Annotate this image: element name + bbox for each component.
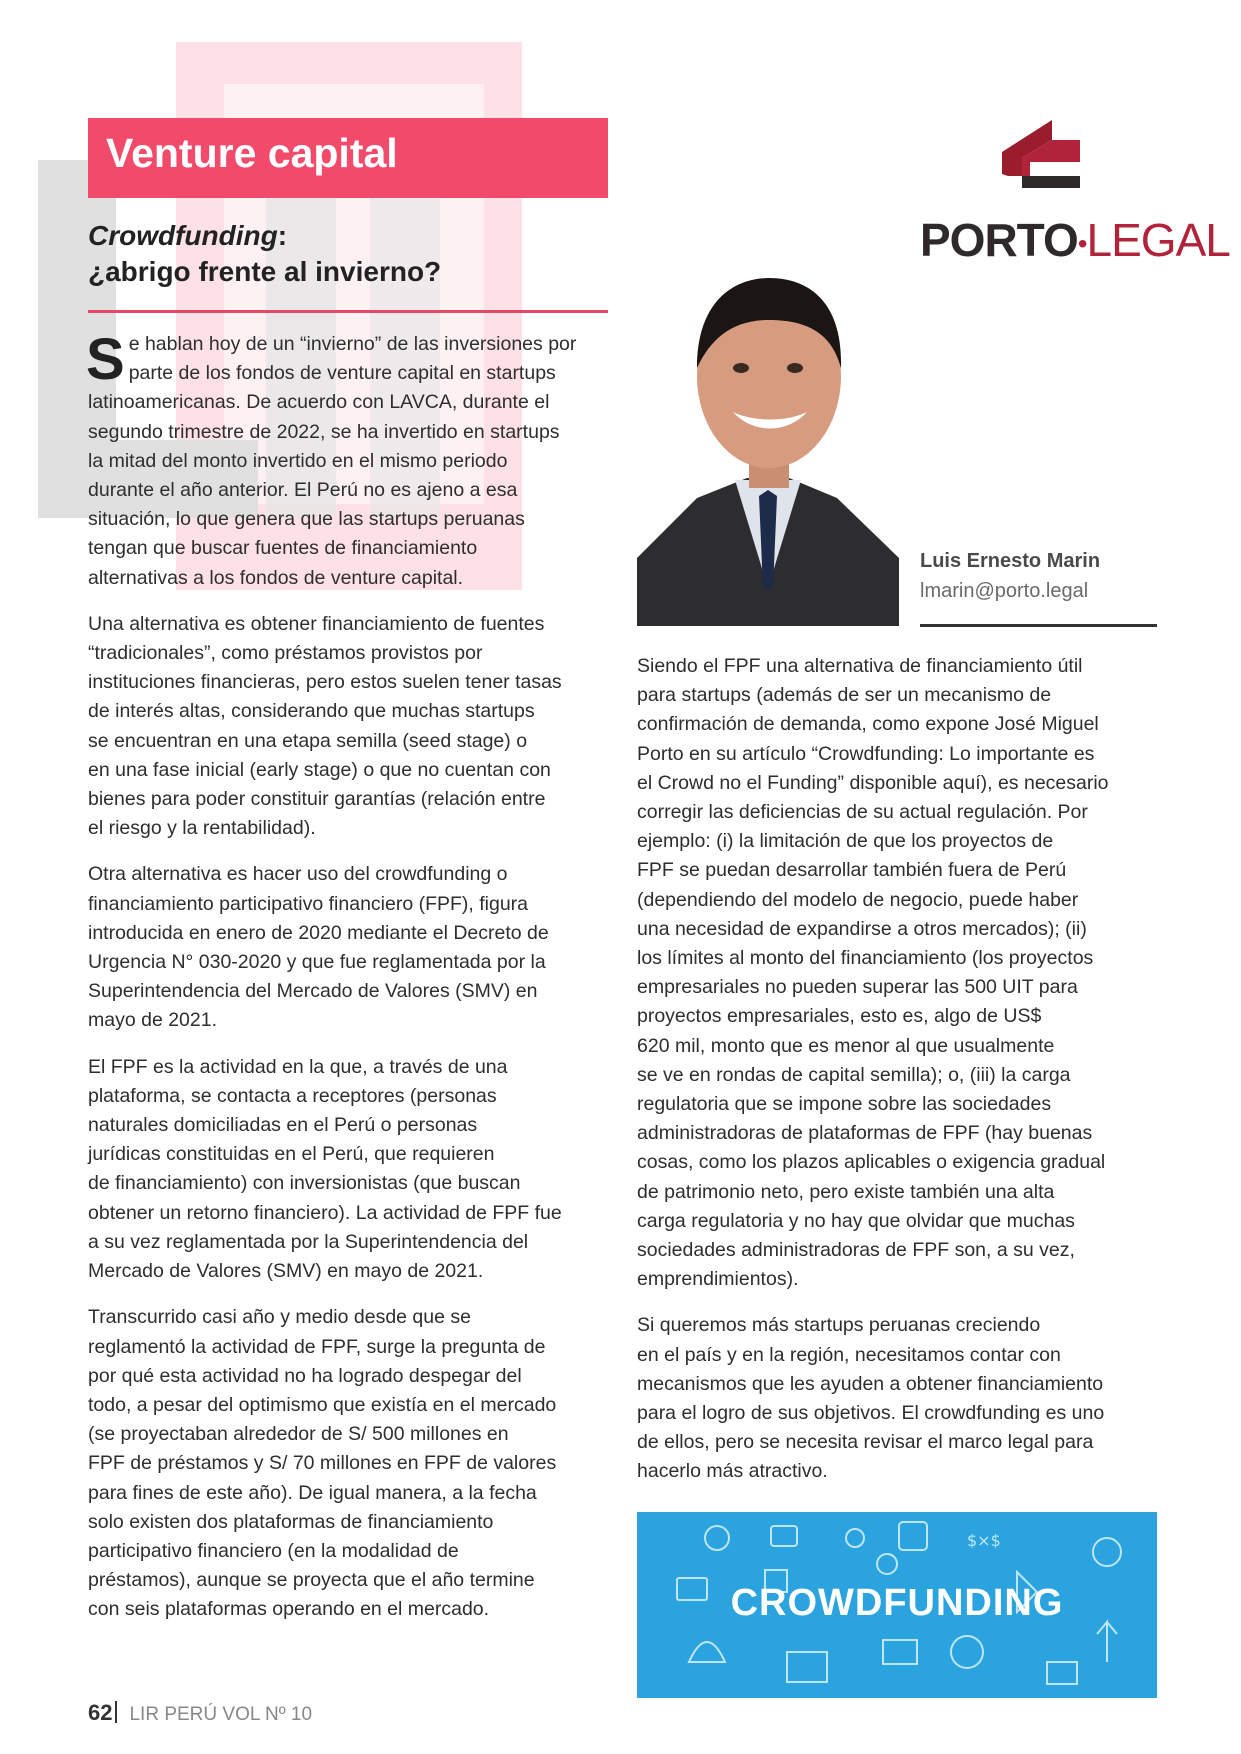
text-line: alternativas a los fondos de venture capital.: [88, 566, 464, 589]
paragraph-7: [637, 1311, 1162, 1486]
publication-name: LIR PERÚ VOL Nº 10: [129, 1704, 313, 1725]
text-line: regulatoria que se impone sobre las sociedades: [637, 1093, 1052, 1116]
paragraph-3: [88, 860, 613, 1035]
text-line: (se proyectaban alrededor de S/ 500 millones en: [88, 1423, 509, 1446]
text-line: FPF de préstamos y S/ 70 millones en FPF de valores: [88, 1452, 557, 1475]
text-line: para fines de este año). De igual manera, a la fecha: [88, 1481, 537, 1504]
text-line: los límites al monto del financiamiento (los proyectos: [637, 947, 1094, 970]
text-line: durante el año anterior. El Perú no es ajeno a esa: [88, 479, 518, 502]
text-line: el Crowd no el Funding” disponible aquí), es necesario: [637, 771, 1109, 794]
text-line: mecanismos que les ayuden a obtener financiamiento: [637, 1372, 1104, 1395]
text-line: el riesgo y la rentabilidad).: [88, 817, 316, 840]
author-divider: [920, 624, 1157, 627]
author-photo: [637, 258, 899, 626]
text-line: de financiamiento) con inversionistas (que buscan: [88, 1172, 521, 1195]
text-line: proyectos empresariales, esto es, algo de US$: [637, 1005, 1042, 1028]
paragraph-2: [88, 610, 613, 844]
text-line: situación, lo que genera que las startups peruanas: [88, 508, 525, 531]
text-line: “tradicionales”, como préstamos provistos por: [88, 642, 483, 665]
author-name: Luis Ernesto Marin: [920, 550, 1101, 572]
text-line: financiamiento participativo financiero (FPF), figura: [88, 892, 529, 915]
text-line: solo existen dos plataformas de financiamiento: [88, 1510, 494, 1533]
article-column-left: [86, 327, 613, 1642]
text-line: introducida en enero de 2020 mediante el Decreto de: [88, 921, 549, 944]
house-logo-icon: [1000, 118, 1090, 202]
headline-colon: :: [277, 220, 288, 251]
headline-divider: [88, 310, 608, 313]
drop-cap: S: [86, 327, 125, 392]
text-line: instituciones financieras, pero estos suelen tener tasas: [88, 671, 562, 694]
text-line: préstamos), aunque se proyecta que el año termine: [88, 1569, 535, 1592]
text-line: plataforma, se contacta a receptores (personas: [88, 1084, 497, 1107]
text-line: participativo financiero (en la modalidad de: [88, 1539, 459, 1562]
text-line: Porto en su artículo “Crowdfunding: Lo importante es: [637, 742, 1095, 765]
headline-italic: Crowdfunding: [88, 220, 278, 251]
text-line: de interés altas, considerando que muchas startups: [88, 700, 535, 723]
text-line: una necesidad de expandirse a otros mercados); (ii): [637, 917, 1087, 940]
paragraph-4: [88, 1053, 613, 1287]
text-line: Urgencia N° 030-2020 y que fue reglamentada por la: [88, 951, 546, 974]
article-column-right: [637, 652, 1162, 1504]
text-line: todo, a pesar del optimismo que existía en el mercado: [88, 1393, 557, 1416]
text-line: con seis plataformas operando en el mercado.: [88, 1598, 490, 1621]
text-line: Si queremos más startups peruanas creciendo: [637, 1314, 1041, 1337]
text-line: de patrimonio neto, pero existe también una alta: [637, 1180, 1055, 1203]
text-line: en una fase inicial (early stage) o que no cuentan con: [88, 758, 551, 781]
text-line: Superintendencia del Mercado de Valores (SMV) en: [88, 980, 538, 1003]
author-email[interactable]: lmarin@porto.legal: [920, 580, 1089, 602]
text-line: segundo trimestre de 2022, se ha invertido en startups: [88, 420, 560, 443]
text-line: e hablan hoy de un “invierno” de las inversiones por: [128, 333, 577, 355]
text-line: jurídicas constituidas en el Perú, que requieren: [88, 1143, 495, 1166]
page-footer: [88, 1700, 312, 1726]
text-line: Transcurrido casi año y medio desde que se: [88, 1306, 471, 1329]
logo-legal: LEGAL: [1086, 214, 1230, 266]
text-line: tengan que buscar fuentes de financiamiento: [88, 537, 478, 560]
text-line: a su vez reglamentada por la Superintendencia del: [88, 1230, 529, 1253]
crowdfunding-banner: [637, 1512, 1157, 1698]
section-title: Venture capital: [106, 130, 398, 176]
text-line: reglamentó la actividad de FPF, surge la pregunta de: [88, 1335, 546, 1358]
logo-wordmark: [920, 214, 1230, 270]
text-line: obtener un retorno financiero). La actividad de FPF fue: [88, 1201, 562, 1224]
footer-separator: [115, 1701, 117, 1723]
article-headline: [88, 218, 608, 290]
text-line: Siendo el FPF una alternativa de financiamiento útil: [637, 655, 1083, 677]
text-line: en el país y en la región, necesitamos contar con: [637, 1343, 1061, 1366]
text-line: de ellos, pero se necesita revisar el marco legal para: [637, 1431, 1094, 1454]
text-line: carga regulatoria y no hay que olvidar que muchas: [637, 1209, 1075, 1232]
text-line: 620 mil, monto que es menor al que usualmente: [637, 1034, 1055, 1057]
text-line: FPF se puedan desarrollar también fuera de Perú: [637, 859, 1067, 882]
text-line: hacerlo más atractivo.: [637, 1460, 828, 1483]
text-line: administradoras de plataformas de FPF (hay buenas: [637, 1122, 1093, 1145]
text-line: naturales domiciliadas en el Perú o personas: [88, 1114, 478, 1137]
section-banner: [88, 118, 608, 198]
page-number: 62: [88, 1700, 113, 1725]
paragraph-1: [86, 327, 613, 593]
svg-text:$×$: $×$: [967, 1531, 1001, 1550]
text-line: confirmación de demanda, como expone José Miguel: [637, 713, 1099, 736]
text-line: Mercado de Valores (SMV) en mayo de 2021.: [88, 1260, 484, 1283]
text-line: la mitad del monto invertido en el mismo periodo: [88, 449, 508, 472]
headline-line-1: [88, 218, 608, 254]
text-line: para el logro de sus objetivos. El crowdfunding es uno: [637, 1402, 1105, 1425]
text-line: mayo de 2021.: [88, 1009, 218, 1032]
crowdfunding-label: CROWDFUNDING: [730, 1582, 1064, 1624]
text-line: ejemplo: (i) la limitación de que los proyectos de: [637, 830, 1054, 853]
text-line: por qué esta actividad no ha logrado despegar del: [88, 1364, 522, 1387]
text-line: cosas, como los plazos aplicables o exigencia gradual: [637, 1151, 1106, 1174]
text-line: (dependiendo del modelo de negocio, puede haber: [637, 888, 1079, 911]
paragraph-5: [88, 1303, 613, 1624]
text-line: para startups (además de ser un mecanismo de: [637, 684, 1052, 707]
text-line: El FPF es la actividad en la que, a través de una: [88, 1055, 508, 1078]
text-line: empresariales no pueden superar las 500 UIT para: [637, 976, 1078, 999]
text-line: corregir las deficiencias de su actual regulación. Por: [637, 801, 1088, 824]
paragraph-6: [637, 652, 1162, 1294]
logo-porto: PORTO: [920, 214, 1078, 266]
text-line: sociedades administradoras de FPF son, a su vez,: [637, 1239, 1075, 1262]
text-line: Una alternativa es obtener financiamiento de fuentes: [88, 612, 545, 635]
text-line: se encuentran en una etapa semilla (seed stage) o: [88, 729, 528, 752]
text-line: Otra alternativa es hacer uso del crowdfunding o: [88, 863, 508, 886]
text-line: latinoamericanas. De acuerdo con LAVCA, durante el: [88, 391, 550, 414]
text-line: parte de los fondos de venture capital en startups: [128, 362, 556, 385]
porto-legal-logo: [920, 118, 1230, 268]
text-line: emprendimientos).: [637, 1268, 799, 1291]
headline-line-2: ¿abrigo frente al invierno?: [88, 256, 442, 287]
text-line: bienes para poder constituir garantías (relación entre: [88, 788, 546, 811]
logo-dot: •: [1077, 227, 1087, 259]
text-line: se ve en rondas de capital semilla); o, (iii) la carga: [637, 1063, 1071, 1086]
